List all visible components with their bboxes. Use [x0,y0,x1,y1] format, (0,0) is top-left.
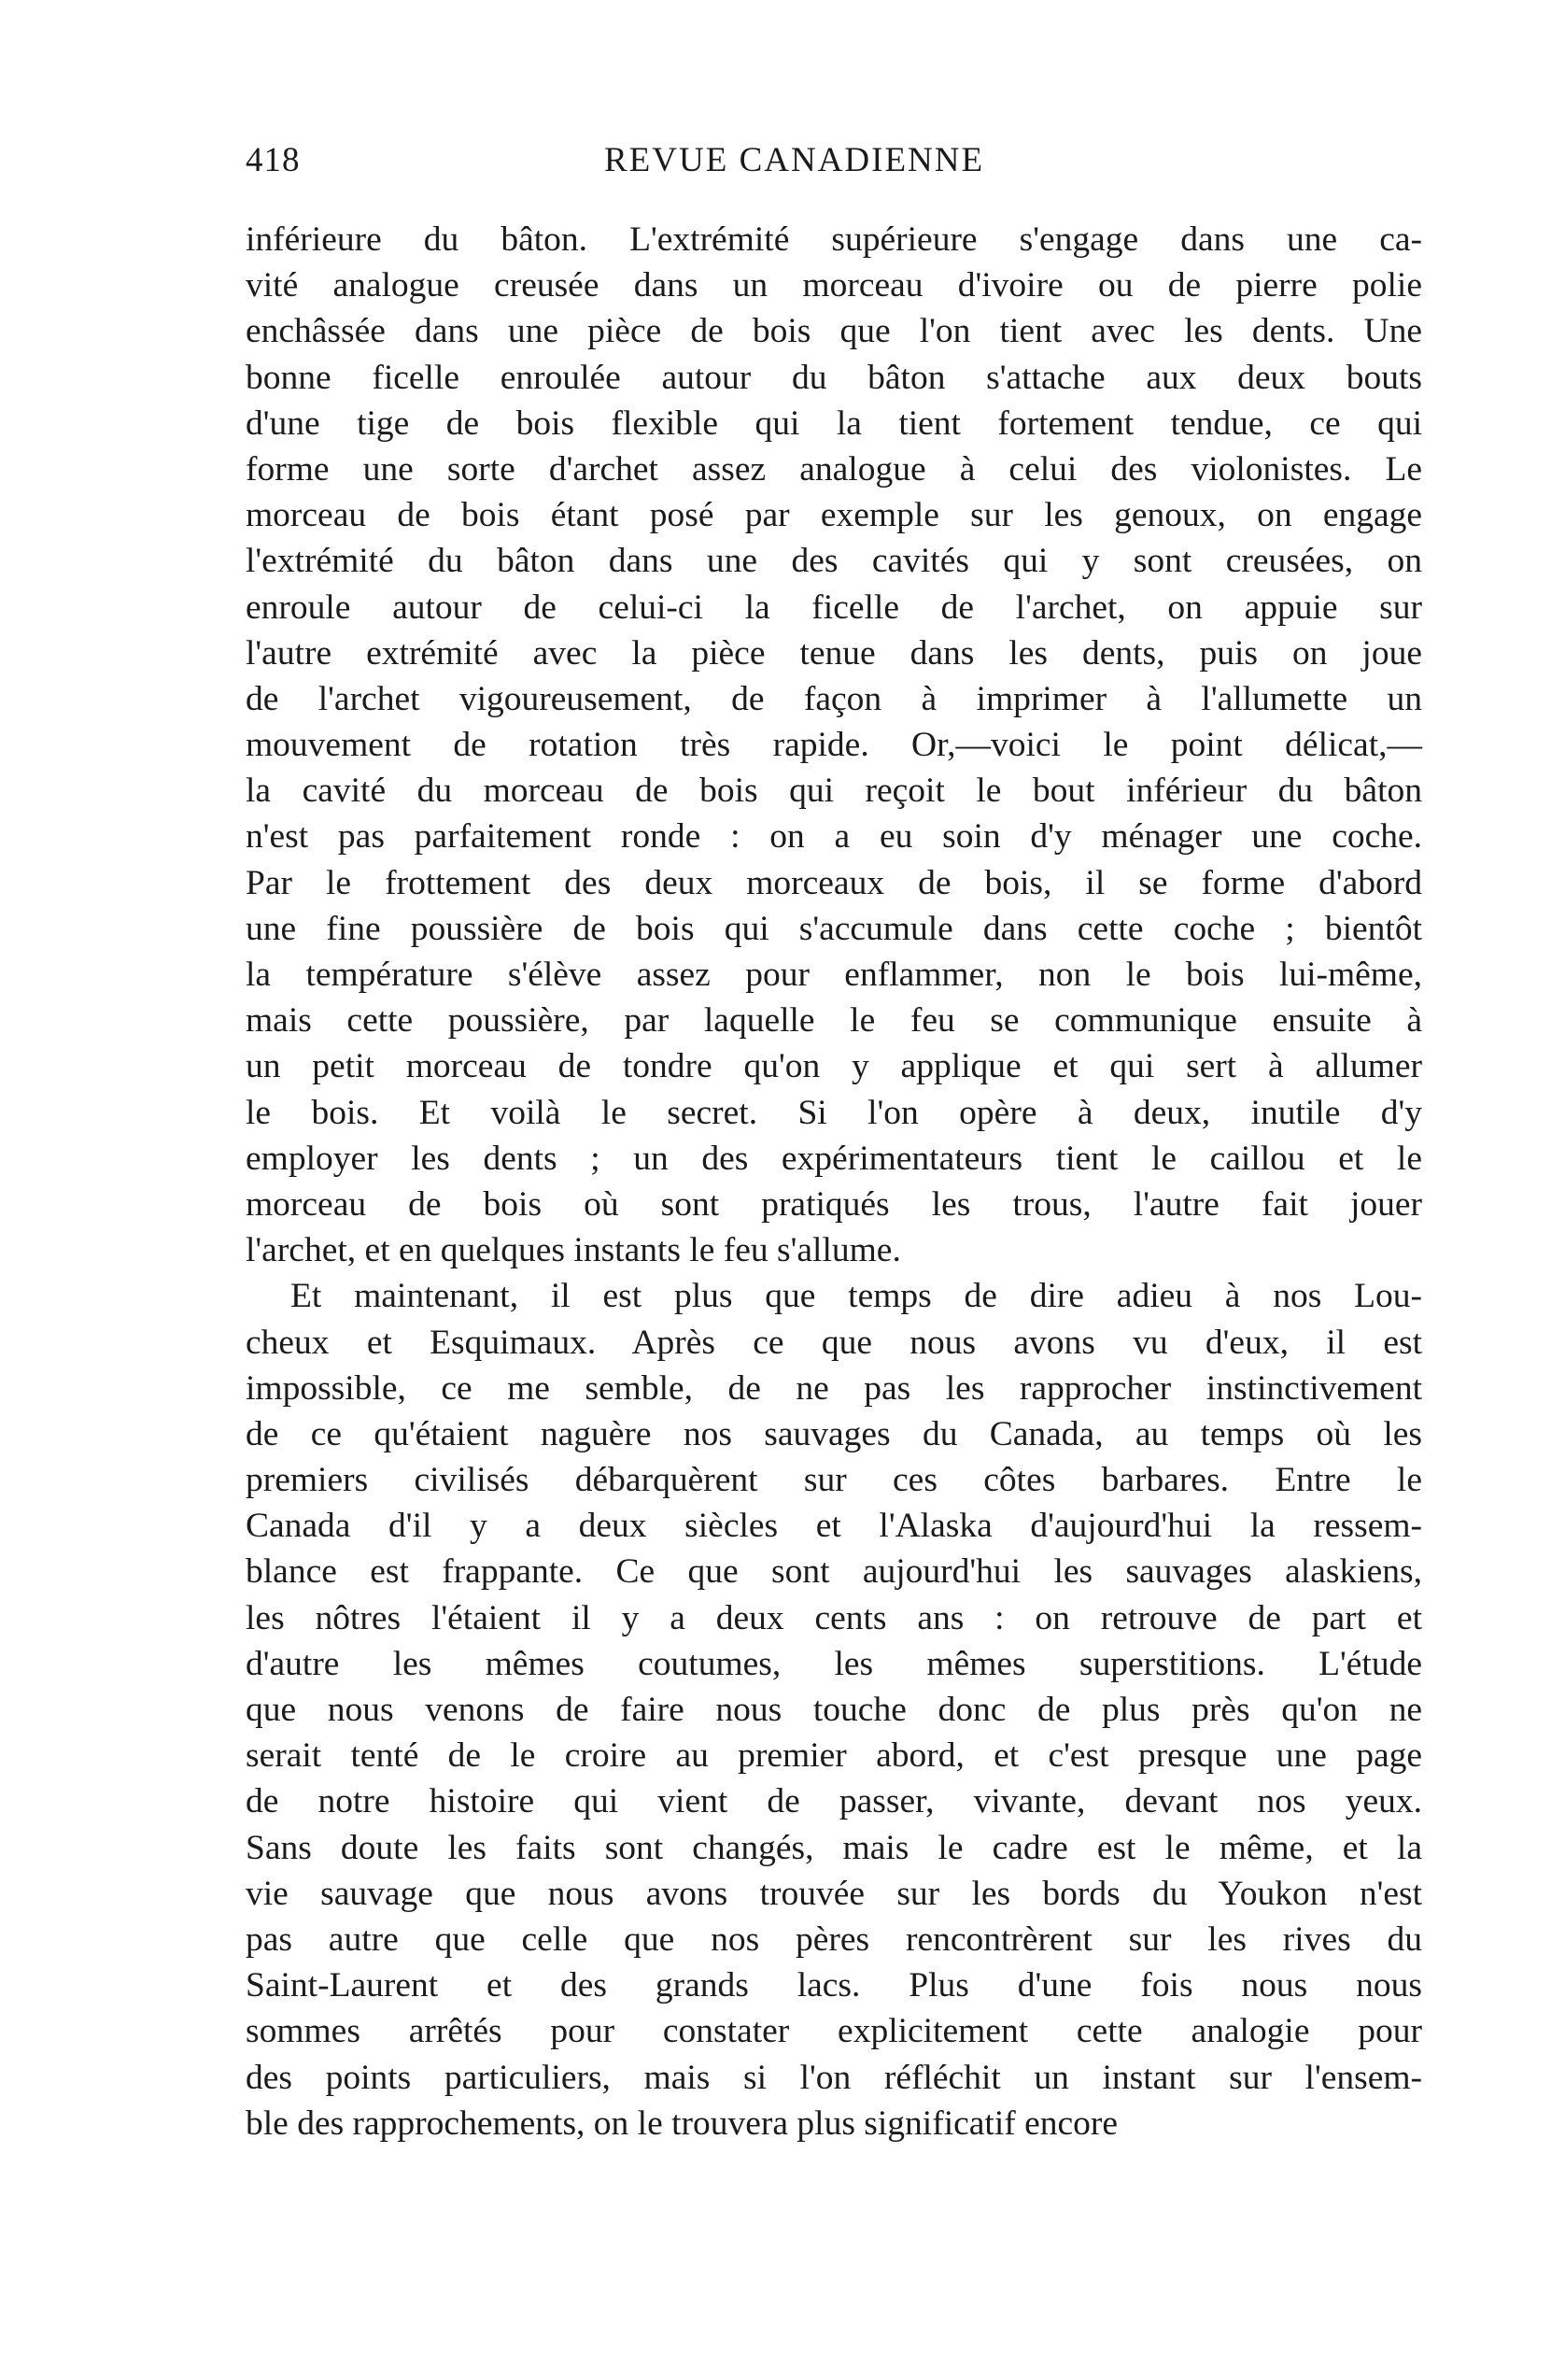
page-header [246,140,1422,196]
text-line: le bois. Et voilà le secret. Si l'on opère à deux, inutile d'y [246,1093,1422,1132]
text-line: l'archet, et en quelques instants le feu s'allume. [246,1231,901,1270]
text-line: de notre histoire qui vient de passer, vivante, devant nos yeux. [246,1782,1422,1821]
text-line: mais cette poussière, par laquelle le feu se communique ensuite à [246,1001,1422,1041]
text-line: premiers civilisés débarquèrent sur ces côtes barbares. Entre le [246,1461,1422,1500]
text-line: Par le frottement des deux morceaux de bois, il se forme d'abord [246,863,1422,902]
text-line: impossible, ce me semble, de ne pas les rapprocher instinctivement [246,1368,1422,1408]
text-line: la température s'élève assez pour enflammer, non le bois lui-même, [246,956,1422,994]
paragraph [246,1273,1422,2146]
text-line: cheux et Esquimaux. Après ce que nous avons vu d'eux, il est [246,1323,1422,1362]
text-line: d'autre les mêmes coutumes, les mêmes superstitions. L'étude [246,1644,1422,1683]
text-line: une fine poussière de bois qui s'accumule dans cette coche ; bientôt [246,909,1422,948]
text-line: morceau de bois étant posé par exemple sur les genoux, on engage [246,496,1422,535]
text-line: la cavité du morceau de bois qui reçoit le bout inférieur du bâton [246,772,1422,811]
text-line: mouvement de rotation très rapide. Or,—voici le point délicat,— [246,726,1422,765]
text-line: blance est frappante. Ce que sont aujourd'hui les sauvages alaskiens, [246,1552,1422,1592]
text-line: de ce qu'étaient naguère nos sauvages du Canada, au temps où les [246,1414,1422,1453]
paragraph [246,217,1422,1273]
text-line: l'extrémité du bâton dans une des cavités qui y sont creusées, on [246,542,1422,581]
text-line: n'est pas parfaitement ronde : on a eu soin d'y ménager une coche. [246,817,1422,857]
text-line: de l'archet vigoureusement, de façon à imprimer à l'allumette un [246,679,1422,718]
text-line: sommes arrêtés pour constater explicitement cette analogie pour [246,2012,1422,2051]
text-line: l'autre extrémité avec la pièce tenue dans les dents, puis on joue [246,633,1422,673]
text-line: Saint-Laurent et des grands lacs. Plus d'une fois nous nous [246,1966,1422,2005]
text-line: enroule autour de celui-ci la ficelle de l'archet, on appuie sur [246,588,1422,627]
text-line: serait tenté de le croire au premier abord, et c'est presque une page [246,1736,1422,1776]
text-line: forme une sorte d'archet assez analogue à celui des violonistes. Le [246,449,1422,489]
body-text [246,217,1422,2146]
page-number: 418 [246,141,301,179]
text-line: bonne ficelle enroulée autour du bâton s'attache aux deux bouts [246,358,1422,397]
text-line: ble des rapprochements, on le trouvera plus significatif encore [246,2104,1119,2143]
text-line: Et maintenant, il est plus que temps de dire adieu à nos Lou- [290,1277,1422,1316]
text-line: les nôtres l'étaient il y a deux cents ans : on retrouve de part et [246,1598,1422,1637]
text-line: des points particuliers, mais si l'on réfléchit un instant sur l'ensem- [246,2058,1422,2097]
text-line: Canada d'il y a deux siècles et l'Alaska d'aujourd'hui la ressem- [246,1507,1422,1546]
text-line: vie sauvage que nous avons trouvée sur les bords du Youkon n'est [246,1874,1422,1913]
text-line: d'une tige de bois flexible qui la tient fortement tendue, ce qui [246,404,1422,443]
text-line: inférieure du bâton. L'extrémité supérieure s'engage dans une ca- [246,220,1422,259]
text-line: Sans doute les faits sont changés, mais le cadre est le même, et la [246,1828,1422,1867]
text-line: que nous venons de faire nous touche donc de plus près qu'on ne [246,1691,1422,1729]
text-line: pas autre que celle que nos pères rencontrèrent sur les rives du [246,1920,1422,1959]
text-line: employer les dents ; un des expérimentateurs tient le caillou et le [246,1139,1422,1178]
text-line: un petit morceau de tondre qu'on y applique et qui sert à allumer [246,1047,1422,1086]
running-title: REVUE CANADIENNE [604,141,985,179]
text-line: enchâssée dans une pièce de bois que l'on tient avec les dents. Une [246,312,1422,351]
text-line: morceau de bois où sont pratiqués les trous, l'autre fait jouer [246,1184,1422,1224]
text-line: vité analogue creusée dans un morceau d'ivoire ou de pierre polie [246,266,1422,305]
